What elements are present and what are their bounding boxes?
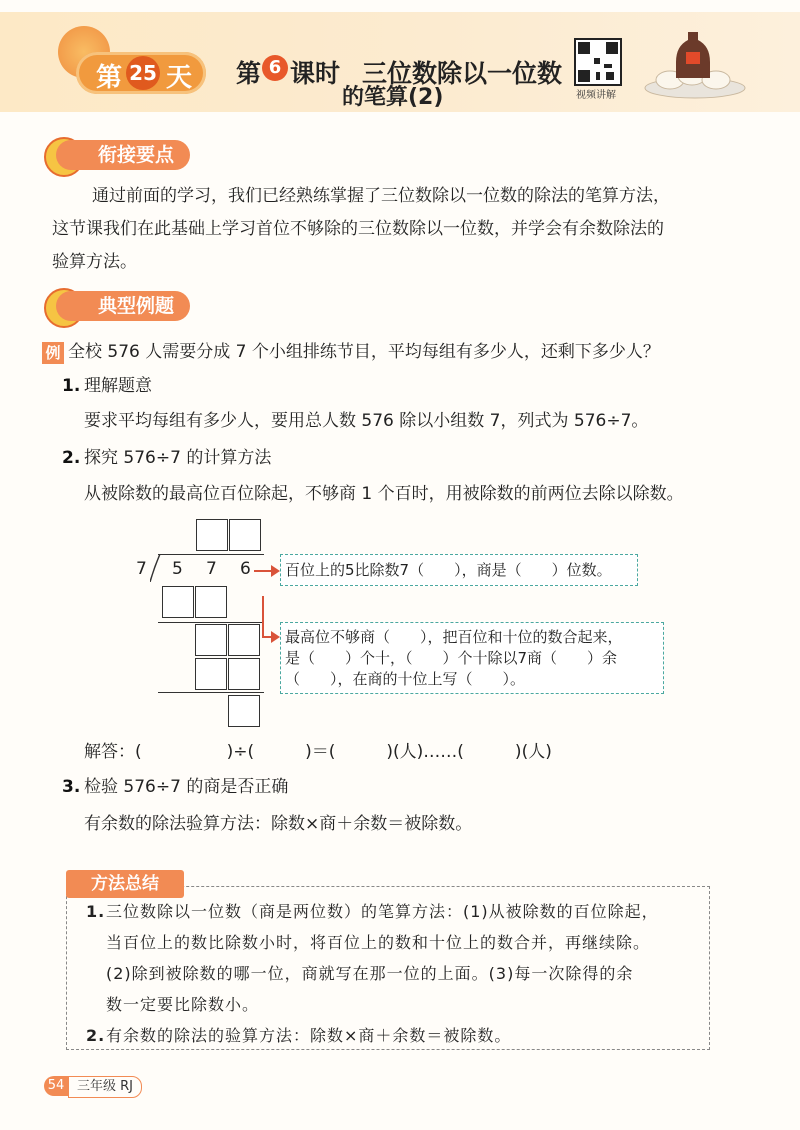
step-box-3b[interactable] [228, 658, 260, 690]
title-line2: 的笔算(2) [342, 85, 444, 110]
answer-line: 解答：( )÷( )＝( )(人)……( )(人) [84, 742, 552, 762]
day-prefix: 第 [96, 63, 123, 93]
note2-line3: （ ），在商的十位上写（ ）。 [285, 670, 526, 688]
division-bracket [150, 554, 164, 582]
step-box-2b[interactable] [228, 624, 260, 656]
note1-text: 百位上的5比除数7（ ），商是（ ）位数。 [285, 561, 612, 579]
step1-title: 理解题意 [84, 376, 152, 396]
section1-heading: 衔接要点 [56, 140, 190, 170]
step1-number: 1. [62, 376, 81, 396]
example-tag: 例 [42, 342, 64, 364]
quotient-box-tens[interactable] [196, 519, 228, 551]
step3-title: 检验 576÷7 的商是否正确 [84, 777, 289, 797]
grade-label: 三年级 RJ [68, 1076, 142, 1098]
arrow-vertical [262, 596, 264, 636]
method-item1-number: 1. [86, 902, 106, 921]
section1-line2: 这节课我们在此基础上学习首位不够除的三位数除以一位数，并学会有余数除法的 [52, 219, 664, 239]
step-box-1b[interactable] [195, 586, 227, 618]
lesson-prefix: 第 [236, 59, 262, 88]
step2-number: 2. [62, 448, 81, 468]
note2-line2: 是（ ）个十，（ ）个十除以7商（ ）余 [285, 649, 618, 667]
dumplings-bottle-icon [640, 30, 750, 100]
step-box-2a[interactable] [195, 624, 227, 656]
step-line-2 [158, 692, 264, 693]
step1-text: 要求平均每组有多少人，要用总人数 576 除以小组数 7，列式为 576÷7。 [84, 411, 649, 431]
day-number: 25 [126, 56, 160, 90]
method-tag: 方法总结 [66, 870, 184, 898]
step-box-3a[interactable] [195, 658, 227, 690]
method-item2-text: 有余数的除法的验算方法：除数×商＋余数＝被除数。 [106, 1026, 512, 1045]
title-line1: 三位数除以一位数 [362, 59, 563, 88]
step3-text: 有余数的除法验算方法：除数×商＋余数＝被除数。 [84, 814, 473, 834]
lesson-number: 6 [262, 55, 288, 81]
step2-title: 探究 576÷7 的计算方法 [84, 448, 272, 468]
section1-line1: 通过前面的学习，我们已经熟练掌握了三位数除以一位数的除法的笔算方法， [92, 186, 670, 206]
method-item1-line1: 三位数除以一位数（商是两位数）的笔算方法：(1)从被除数的百位除起， [106, 902, 659, 921]
step2-text: 从被除数的最高位百位除起，不够商 1 个百时，用被除数的前两位去除以除数。 [84, 484, 684, 504]
quotient-box-ones[interactable] [229, 519, 261, 551]
qr-caption: 视频讲解 [576, 90, 616, 101]
dividend-digit-tens: 7 [206, 559, 217, 579]
page-number: 54 [44, 1076, 68, 1096]
dividend-digit-ones: 6 [240, 559, 251, 579]
note-box-1 [280, 554, 638, 586]
step-box-1a[interactable] [162, 586, 194, 618]
divisor: 7 [136, 559, 147, 579]
note-box-2 [280, 622, 664, 694]
section2-heading: 典型例题 [56, 291, 190, 321]
method-item2-number: 2. [86, 1026, 106, 1045]
lesson-suffix: 课时 [290, 59, 341, 88]
day-suffix: 天 [166, 63, 193, 93]
division-bar [158, 554, 264, 555]
method-item1-line3: (2)除到被除数的哪一位，商就写在那一位的上面。(3)每一次除得的余 [106, 964, 634, 983]
example-question: 全校 576 人需要分成 7 个小组排练节目，平均每组有多少人，还剩下多少人？ [68, 342, 660, 362]
section1-line3: 验算方法。 [52, 252, 137, 272]
dividend-digit-hundreds: 5 [172, 559, 183, 579]
step3-number: 3. [62, 777, 81, 797]
method-item1-line4: 数一定要比除数小。 [106, 995, 260, 1014]
method-item1-line2: 当百位上的数比除数小时，将百位上的数和十位上的数合并，再继续除。 [106, 933, 651, 952]
note2-line1: 最高位不够商（ ），把百位和十位的数合起来， [285, 628, 623, 646]
step-line-1 [158, 622, 264, 623]
qr-code-icon[interactable] [574, 38, 622, 86]
remainder-box[interactable] [228, 695, 260, 727]
